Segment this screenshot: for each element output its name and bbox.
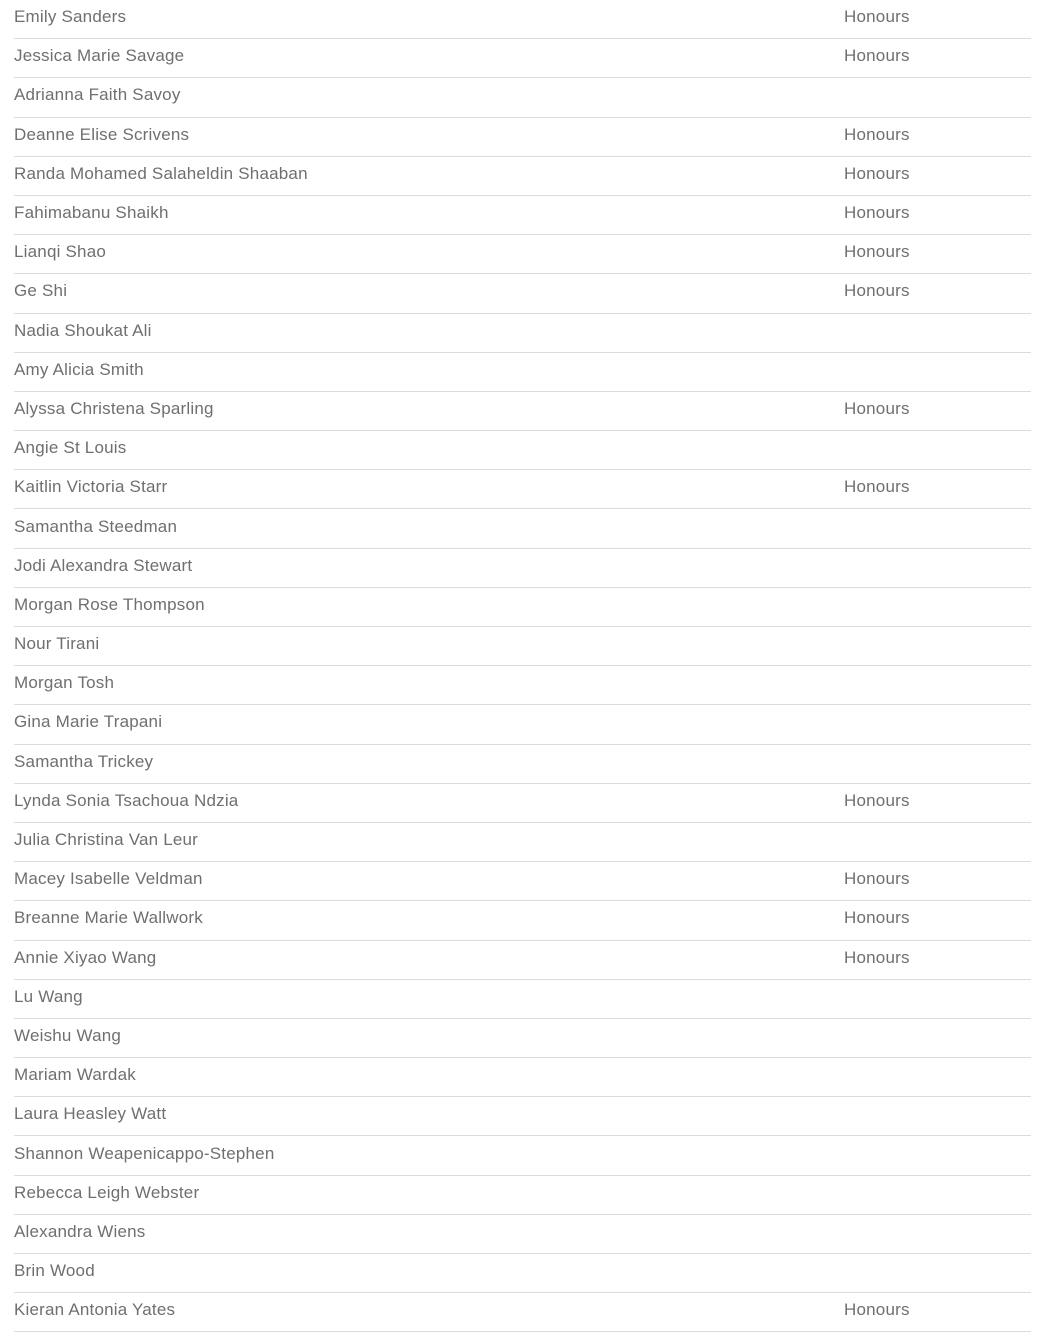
honours-label: Honours bbox=[844, 124, 910, 144]
list-item bbox=[14, 1136, 1031, 1175]
graduate-name: Randa Mohamed Salaheldin Shaaban bbox=[14, 163, 308, 183]
honours-label: Honours bbox=[844, 477, 910, 497]
graduate-name: Mariam Wardak bbox=[14, 1065, 136, 1085]
graduate-name: Nour Tirani bbox=[14, 634, 100, 654]
graduate-name: Angie St Louis bbox=[14, 438, 127, 458]
graduate-name: Breanne Marie Wallwork bbox=[14, 908, 203, 928]
graduate-name: Morgan Rose Thompson bbox=[14, 594, 205, 614]
list-item bbox=[14, 235, 1031, 274]
honours-label: Honours bbox=[844, 46, 910, 66]
graduate-name: Alyssa Christena Sparling bbox=[14, 398, 214, 418]
graduate-name: Julia Christina Van Leur bbox=[14, 830, 199, 850]
graduates-list bbox=[14, 0, 1031, 1332]
graduate-name: Laura Heasley Watt bbox=[14, 1104, 167, 1124]
list-item bbox=[14, 196, 1031, 235]
list-item bbox=[14, 549, 1031, 588]
graduate-name: Shannon Weapenicappo-Stephen bbox=[14, 1143, 275, 1163]
graduate-name: Ge Shi bbox=[14, 281, 68, 301]
graduate-name: Weishu Wang bbox=[14, 1025, 122, 1045]
list-item bbox=[14, 78, 1031, 117]
list-item bbox=[14, 1019, 1031, 1058]
list-item bbox=[14, 39, 1031, 78]
list-item bbox=[14, 509, 1031, 548]
list-item bbox=[14, 157, 1031, 196]
list-item bbox=[14, 901, 1031, 940]
graduate-name: Samantha Steedman bbox=[14, 516, 178, 536]
graduate-name: Macey Isabelle Veldman bbox=[14, 869, 203, 889]
list-item bbox=[14, 1254, 1031, 1293]
list-item bbox=[14, 784, 1031, 823]
honours-label: Honours bbox=[844, 908, 910, 928]
honours-label: Honours bbox=[844, 947, 910, 967]
list-item bbox=[14, 118, 1031, 157]
list-item bbox=[14, 745, 1031, 784]
graduate-name: Morgan Tosh bbox=[14, 673, 115, 693]
honours-label: Honours bbox=[844, 869, 910, 889]
graduate-name: Lianqi Shao bbox=[14, 242, 106, 262]
list-item bbox=[14, 392, 1031, 431]
graduate-name: Nadia Shoukat Ali bbox=[14, 320, 152, 340]
list-item bbox=[14, 1215, 1031, 1254]
honours-label: Honours bbox=[844, 203, 910, 223]
honours-label: Honours bbox=[844, 7, 910, 27]
list-item bbox=[14, 431, 1031, 470]
graduate-name: Gina Marie Trapani bbox=[14, 712, 163, 732]
graduate-name: Alexandra Wiens bbox=[14, 1221, 146, 1241]
graduate-name: Samantha Trickey bbox=[14, 751, 154, 771]
graduate-name: Kaitlin Victoria Starr bbox=[14, 477, 168, 497]
graduate-name: Adrianna Faith Savoy bbox=[14, 85, 181, 105]
graduate-name: Lynda Sonia Tsachoua Ndzia bbox=[14, 790, 239, 810]
list-item bbox=[14, 705, 1031, 744]
graduate-name: Emily Sanders bbox=[14, 7, 127, 27]
list-item bbox=[14, 274, 1031, 313]
list-item bbox=[14, 823, 1031, 862]
honours-label: Honours bbox=[844, 281, 910, 301]
graduate-name: Lu Wang bbox=[14, 986, 83, 1006]
honours-label: Honours bbox=[844, 1300, 910, 1320]
graduate-name: Kieran Antonia Yates bbox=[14, 1300, 176, 1320]
list-item bbox=[14, 1058, 1031, 1097]
graduate-name: Annie Xiyao Wang bbox=[14, 947, 157, 967]
graduate-name: Brin Wood bbox=[14, 1261, 95, 1281]
graduate-name: Jodi Alexandra Stewart bbox=[14, 555, 193, 575]
graduate-name: Fahimabanu Shaikh bbox=[14, 203, 169, 223]
graduate-name: Deanne Elise Scrivens bbox=[14, 124, 190, 144]
list-item bbox=[14, 980, 1031, 1019]
list-item bbox=[14, 0, 1031, 39]
honours-label: Honours bbox=[844, 242, 910, 262]
honours-label: Honours bbox=[844, 790, 910, 810]
graduate-name: Rebecca Leigh Webster bbox=[14, 1182, 200, 1202]
list-item bbox=[14, 1293, 1031, 1332]
list-item bbox=[14, 314, 1031, 353]
list-item bbox=[14, 353, 1031, 392]
list-item bbox=[14, 666, 1031, 705]
graduate-name: Amy Alicia Smith bbox=[14, 359, 144, 379]
list-item bbox=[14, 588, 1031, 627]
list-item bbox=[14, 627, 1031, 666]
list-item bbox=[14, 1097, 1031, 1136]
graduate-name: Jessica Marie Savage bbox=[14, 46, 185, 66]
list-item bbox=[14, 941, 1031, 980]
honours-label: Honours bbox=[844, 398, 910, 418]
honours-label: Honours bbox=[844, 163, 910, 183]
list-item bbox=[14, 1176, 1031, 1215]
list-item bbox=[14, 862, 1031, 901]
list-item bbox=[14, 470, 1031, 509]
